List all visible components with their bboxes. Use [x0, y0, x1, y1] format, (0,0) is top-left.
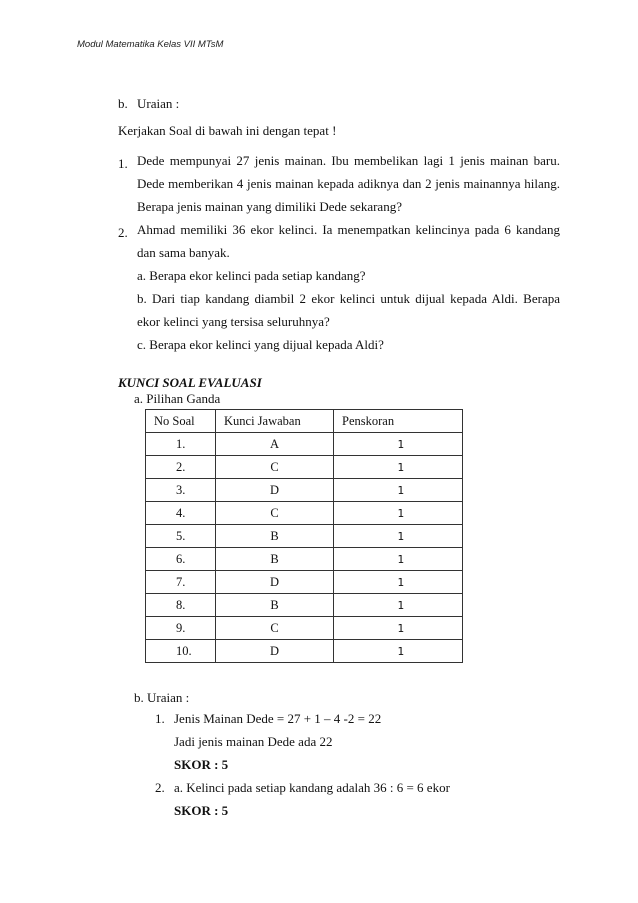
- answer-key: C: [216, 456, 334, 479]
- table-row: [146, 548, 463, 571]
- section-heading: Uraian :: [137, 96, 180, 111]
- score: 1: [334, 571, 463, 594]
- answer-1-score: SKOR : 5: [174, 757, 229, 772]
- answer-key: D: [216, 571, 334, 594]
- table-row: [146, 594, 463, 617]
- answer-key: D: [216, 479, 334, 502]
- question-no: 2.: [146, 456, 216, 479]
- score: 1: [334, 594, 463, 617]
- answer-number: 1.: [155, 711, 165, 726]
- answer-2-score: SKOR : 5: [174, 803, 229, 818]
- answer-key: B: [216, 594, 334, 617]
- answer-key: C: [216, 617, 334, 640]
- score: 1: [334, 640, 463, 663]
- page-header: Modul Matematika Kelas VII MTsM: [77, 39, 224, 50]
- question-2-text: Ahmad memiliki 36 ekor kelinci. Ia menempatkan kelincinya pada 6 kandang dan sama banyak.: [137, 222, 560, 260]
- answer-1-line-2: Jadi jenis mainan Dede ada 22: [174, 734, 333, 749]
- table-header-row: [146, 410, 463, 433]
- score: 1: [334, 617, 463, 640]
- question-number: 2.: [118, 225, 128, 240]
- score: 1: [334, 525, 463, 548]
- score: 1: [334, 433, 463, 456]
- answer-key-title: KUNCI SOAL EVALUASI: [118, 375, 262, 390]
- score: 1: [334, 548, 463, 571]
- table-row: [146, 617, 463, 640]
- question-no: 1.: [146, 433, 216, 456]
- table-row: [146, 525, 463, 548]
- column-header: No Soal: [146, 410, 216, 433]
- answer-number: 2.: [155, 780, 165, 795]
- answer-1-line-1: Jenis Mainan Dede = 27 + 1 – 4 -2 = 22: [174, 711, 382, 726]
- column-header: Penskoran: [334, 410, 463, 433]
- table-row: [146, 479, 463, 502]
- table-row: [146, 640, 463, 663]
- question-no: 8.: [146, 594, 216, 617]
- answer-key: A: [216, 433, 334, 456]
- question-no: 4.: [146, 502, 216, 525]
- answer-key: B: [216, 548, 334, 571]
- answer-key: C: [216, 502, 334, 525]
- score: 1: [334, 479, 463, 502]
- essay-key-heading: b. Uraian :: [134, 690, 190, 705]
- question-no: 6.: [146, 548, 216, 571]
- table-row: [146, 502, 463, 525]
- question-1-text: Dede mempunyai 27 jenis mainan. Ibu membelikan lagi 1 jenis mainan baru. Dede memberikan 4 jenis mainan kepada adiknya dan 2 jenis mainannya hilang. Berapa jenis mainan yang dimiliki Dede sekarang?: [137, 153, 560, 214]
- question-2b: b. Dari tiap kandang diambil 2 ekor kelinci untuk dijual kepada Aldi. Berapa ekor kelinci yang tersisa seluruhnya?: [137, 291, 560, 329]
- column-header: Kunci Jawaban: [216, 410, 334, 433]
- question-2a: a. Berapa ekor kelinci pada setiap kandang?: [137, 268, 366, 283]
- table-row: [146, 433, 463, 456]
- answer-key: B: [216, 525, 334, 548]
- question-no: 5.: [146, 525, 216, 548]
- answer-key-table: [145, 409, 463, 663]
- answer-key: D: [216, 640, 334, 663]
- section-letter: b.: [118, 96, 128, 111]
- table-row: [146, 456, 463, 479]
- question-no: 7.: [146, 571, 216, 594]
- question-2c: c. Berapa ekor kelinci yang dijual kepada Aldi?: [137, 337, 384, 352]
- score: 1: [334, 502, 463, 525]
- question-no: 9.: [146, 617, 216, 640]
- question-number: 1.: [118, 156, 128, 171]
- multiple-choice-heading: a. Pilihan Ganda: [134, 391, 221, 406]
- question-no: 10.: [146, 640, 216, 663]
- answer-2-line-1: a. Kelinci pada setiap kandang adalah 36 : 6 = 6 ekor: [174, 780, 450, 795]
- instruction: Kerjakan Soal di bawah ini dengan tepat !: [118, 123, 337, 138]
- score: 1: [334, 456, 463, 479]
- table-row: [146, 571, 463, 594]
- question-no: 3.: [146, 479, 216, 502]
